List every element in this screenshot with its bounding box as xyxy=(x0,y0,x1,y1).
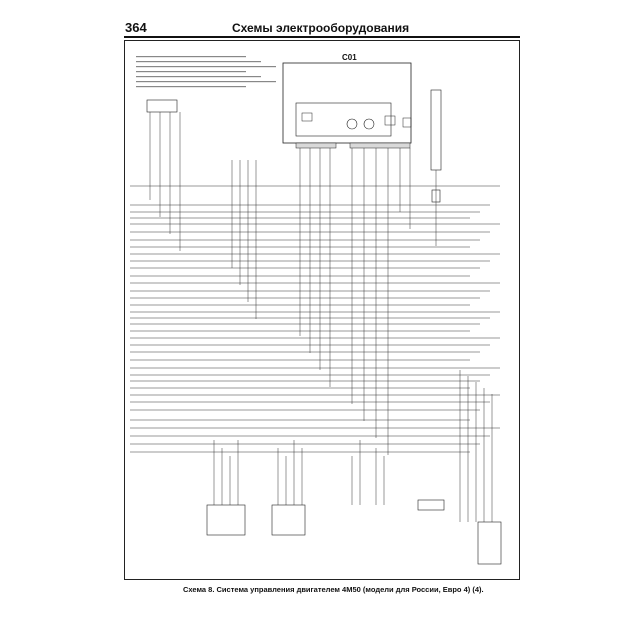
gauge-icon xyxy=(347,119,357,129)
legend-line xyxy=(136,81,276,82)
page-number: 364 xyxy=(125,20,147,35)
connector-strip xyxy=(296,143,336,148)
gauge-icon xyxy=(364,119,374,129)
legend-line xyxy=(136,76,261,77)
wires xyxy=(130,112,500,522)
gauge-panel xyxy=(296,103,391,136)
legend-line xyxy=(136,61,261,62)
page-title: Схемы электрооборудования xyxy=(232,21,410,35)
legend-line xyxy=(136,71,246,72)
indicator-icon xyxy=(385,116,395,125)
vertical-connector xyxy=(431,90,441,170)
tachograph-box xyxy=(478,522,501,564)
bottom-connector-left xyxy=(207,505,245,535)
indicator-icon xyxy=(403,118,411,127)
c01-label: C01 xyxy=(342,53,357,62)
figure-caption: Схема 8. Система управления двигателем 4M50 (модели для России, Евро 4) (4). xyxy=(183,585,484,594)
converter-box xyxy=(147,100,177,112)
legend-line xyxy=(136,86,246,87)
legend-line xyxy=(136,66,276,67)
legend-notes xyxy=(136,56,276,87)
connector-strip xyxy=(350,143,410,148)
legend-line xyxy=(136,56,246,57)
bottom-connector-middle xyxy=(272,505,305,535)
indicator-icon xyxy=(302,113,312,121)
small-box xyxy=(418,500,444,510)
